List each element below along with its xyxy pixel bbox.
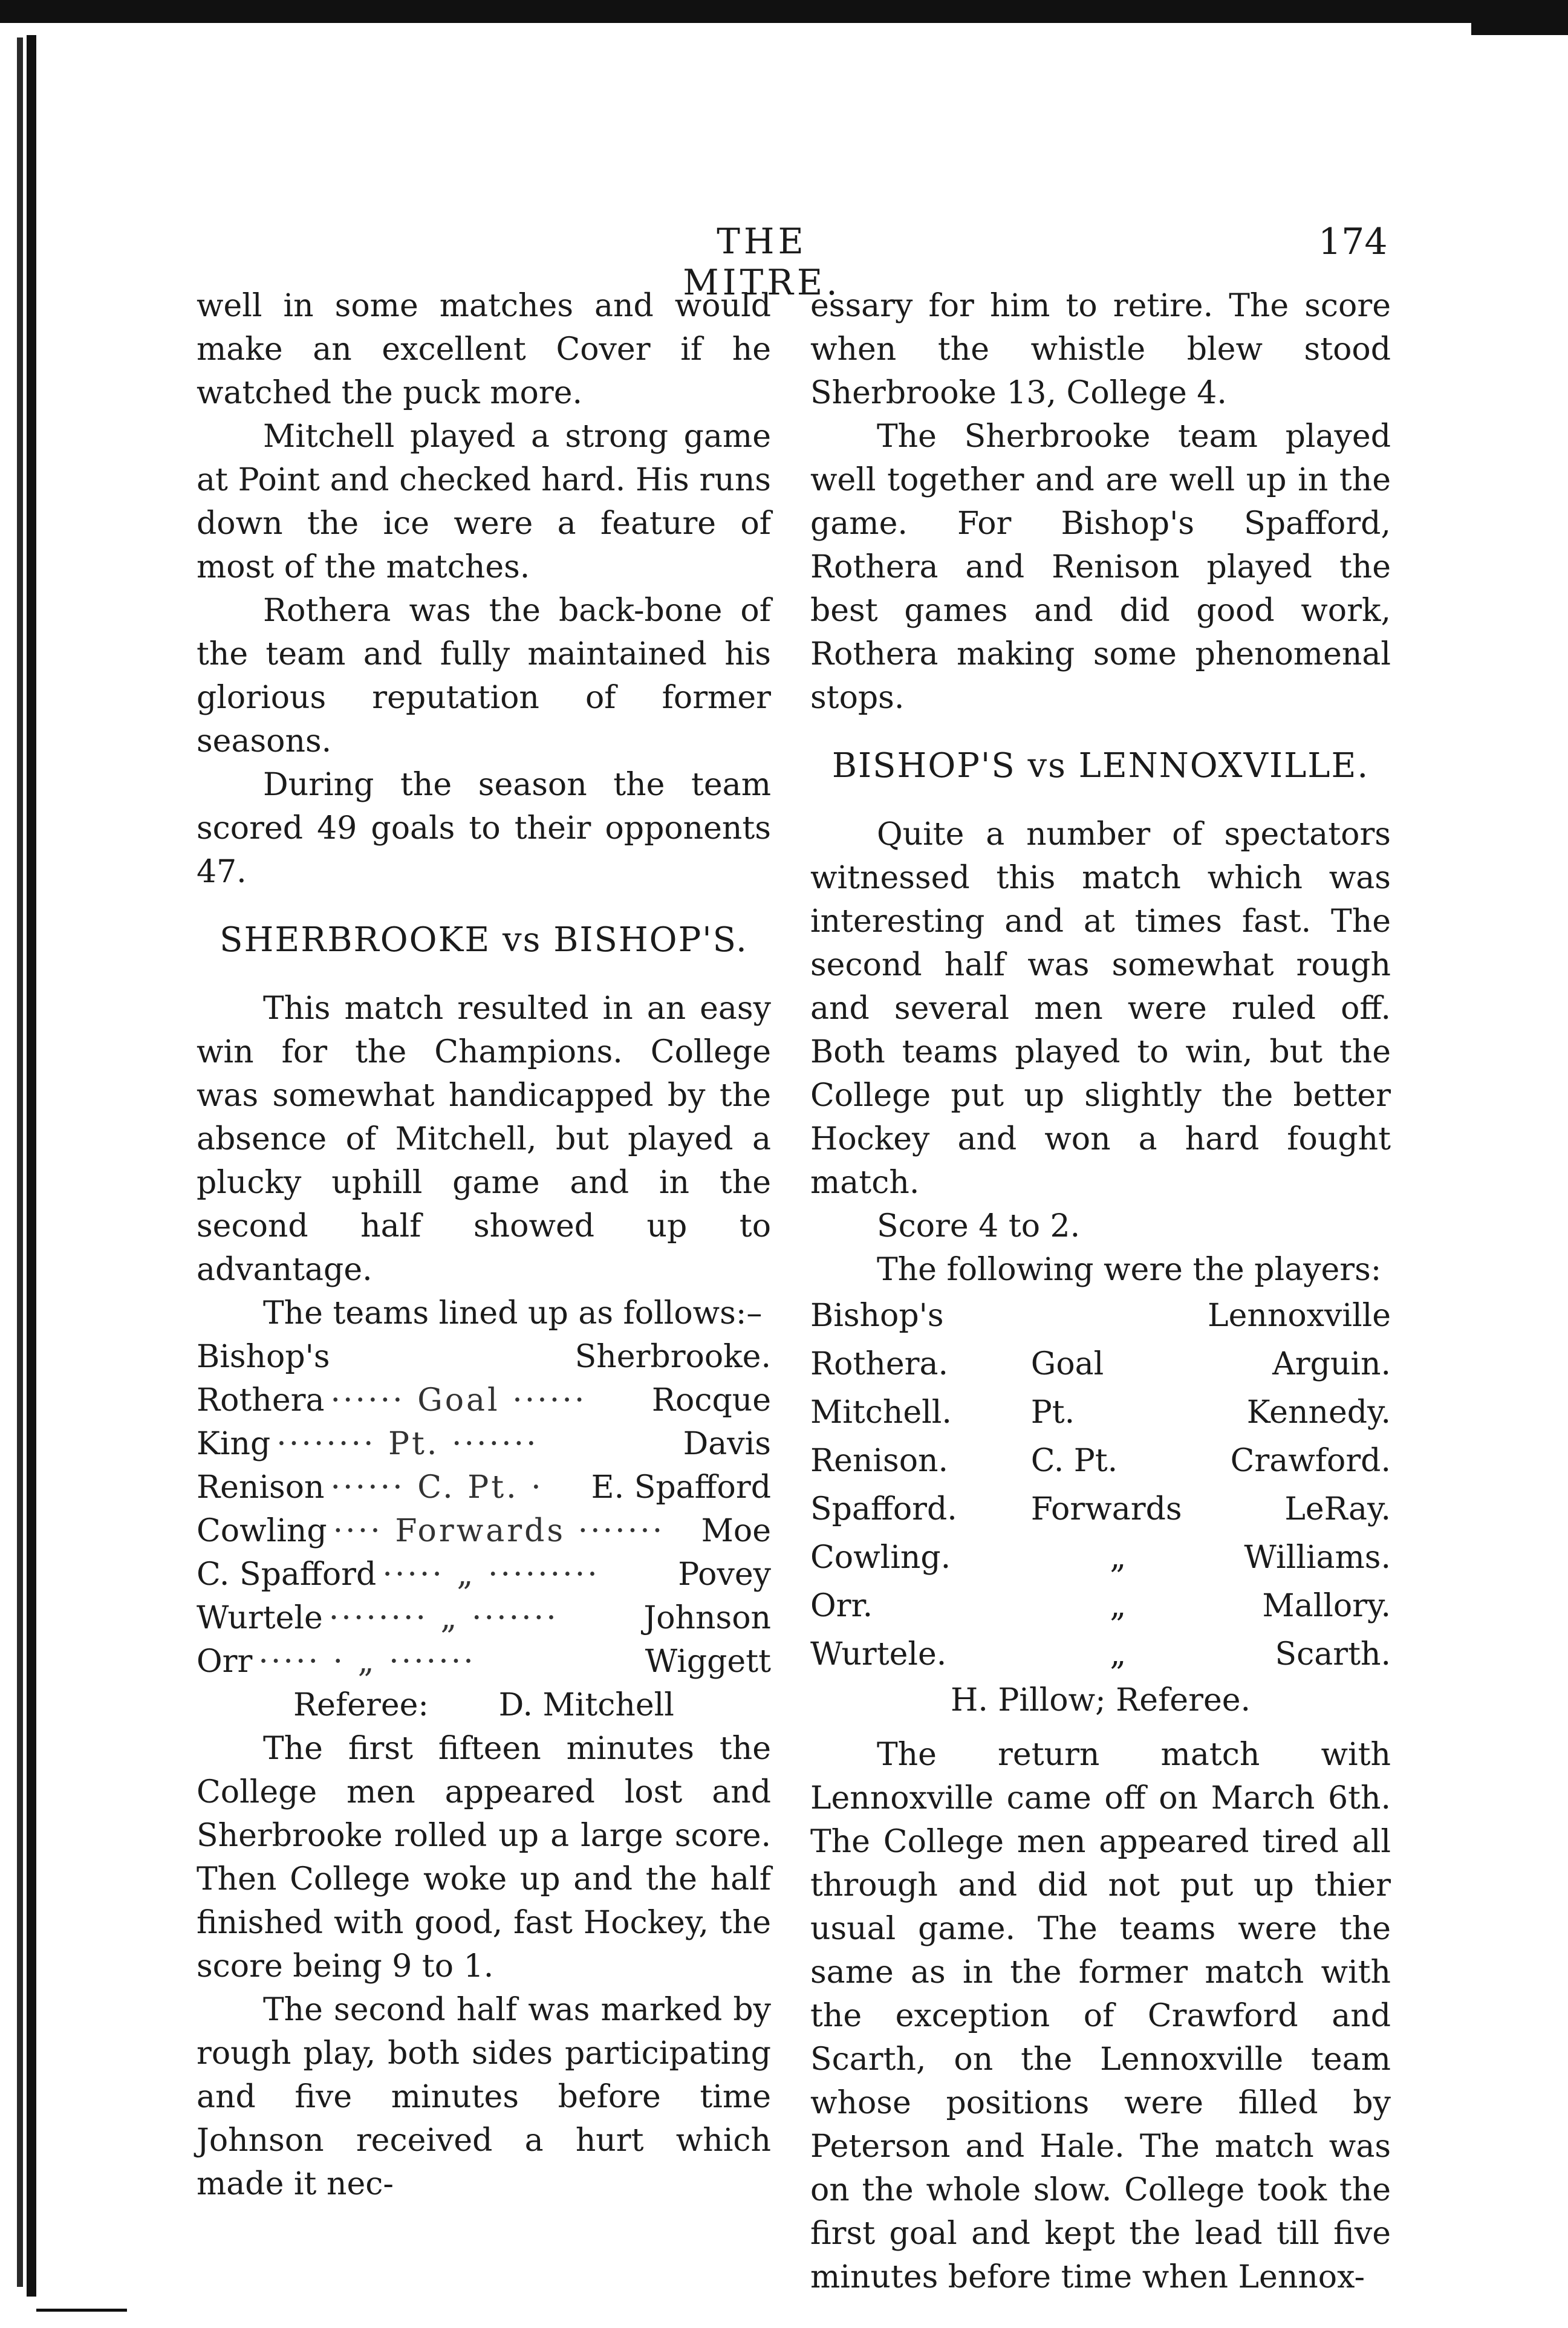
position: Pt.: [1030, 1394, 1075, 1431]
position: ······ Goal ······: [330, 1382, 587, 1419]
lineup-row: [810, 1582, 1391, 1630]
paragraph: Quite a number of spectators witnessed this match which was interesting and at times fast. The second half was somewhat rough and several men were ruled off. Both teams played to win, but the College put up slightly the better Hockey and won a hard fought match.: [810, 816, 1391, 1201]
player-name: Rocque: [651, 1382, 771, 1419]
section-heading: BISHOP'S vs LENNOXVILLE.: [831, 746, 1370, 785]
referee-name: D. Mitchell: [498, 1687, 674, 1723]
lineup-row: [197, 1379, 771, 1422]
player-name: LeRay.: [1284, 1491, 1391, 1527]
position: Forwards: [1030, 1491, 1182, 1527]
scan-border-corner: [1471, 0, 1568, 35]
player-name: Orr: [197, 1644, 253, 1680]
lineup-row: [197, 1509, 771, 1553]
position: „: [1110, 1636, 1127, 1673]
page-number: 174: [1318, 221, 1388, 263]
paragraph: Mitchell played a strong game at Point and checked hard. His runs down the ice were a feature of most of the matches.: [197, 418, 771, 585]
paragraph: essary for him to retire. The score when the whistle blew stood Sherbrooke 13, College 4.: [810, 288, 1391, 411]
player-name: Wurtele.: [810, 1636, 947, 1673]
lineup-row: [197, 1466, 771, 1509]
lineup-header: [810, 1292, 1391, 1340]
paragraph: The following were the players:: [877, 1252, 1382, 1288]
lineup-row: [197, 1596, 771, 1640]
left-column: [197, 284, 771, 2206]
lineup-row: [810, 1340, 1391, 1388]
position: ····· · „ ·······: [258, 1644, 476, 1680]
lineup-row: [810, 1437, 1391, 1485]
position: C. Pt.: [1030, 1443, 1118, 1479]
player-name: Johnson: [643, 1600, 771, 1636]
player-name: E. Spafford: [591, 1469, 771, 1506]
right-column: [810, 284, 1391, 2299]
player-name: Mallory.: [1262, 1588, 1391, 1624]
section-heading: SHERBROOKE vs BISHOP'S.: [220, 920, 748, 960]
player-name: Renison: [197, 1469, 325, 1506]
player-name: Spafford.: [810, 1491, 957, 1527]
lineup-row: [810, 1533, 1391, 1582]
player-name: Kennedy.: [1246, 1394, 1391, 1431]
player-name: Cowling.: [810, 1540, 951, 1576]
paragraph: The first fifteen minutes the College men appeared lost and Sherbrooke rolled up a large score. Then College woke up and the half finished with good, fast Hockey, the score being 9 to 1.: [197, 1731, 771, 1985]
paragraph: The teams lined up as follows:–: [263, 1295, 763, 1331]
player-name: Crawford.: [1230, 1443, 1391, 1479]
player-name: Mitchell.: [810, 1394, 952, 1431]
player-name: Rothera.: [810, 1346, 949, 1382]
lineup-table: [197, 1335, 771, 1727]
player-name: Scarth.: [1275, 1636, 1391, 1673]
lineup-row: [810, 1388, 1391, 1437]
player-name: Wiggett: [645, 1644, 771, 1680]
position: „: [1110, 1540, 1127, 1576]
paragraph: During the season the team scored 49 goals to their opponents 47.: [197, 767, 771, 890]
lineup-table: [810, 1292, 1391, 1679]
player-name: Moe: [701, 1513, 771, 1549]
running-title: THE MITRE.: [683, 221, 841, 303]
scan-border-left-shadow: [17, 37, 23, 2287]
player-name: Renison.: [810, 1443, 949, 1479]
referee-label: Referee:: [293, 1687, 429, 1723]
lineup-row: [197, 1640, 771, 1683]
position: ···· Forwards ·······: [333, 1513, 665, 1549]
paragraph: Rothera was the back-bone of the team and fully maintained his glorious reputation of former seasons.: [197, 593, 771, 759]
paragraph: Score 4 to 2.: [877, 1208, 1081, 1244]
scan-border-top: [0, 0, 1568, 23]
paragraph: The second half was marked by rough play, both sides participating and five minutes before time Johnson received a hurt which made it nec-: [197, 1992, 771, 2202]
player-name: Davis: [683, 1426, 771, 1462]
position: ········ Pt. ·······: [276, 1426, 539, 1462]
paragraph: The return match with Lennoxville came off on March 6th. The College men appeared tired all through and did not put up thier usual game. The teams were the same as in the former match with the exception of Crawford and Scarth, on the Lennoxville team whose positions were filled by Peterson and Hale. The match was on the whole slow. College took the first goal and kept the lead till five minutes before time when Lennox-: [810, 1737, 1391, 2295]
position: ····· „ ·········: [382, 1556, 600, 1593]
team-name: Bishop's: [197, 1339, 330, 1375]
player-name: Wurtele: [197, 1600, 323, 1636]
lineup-row: [810, 1485, 1391, 1533]
team-name: Bishop's: [810, 1298, 944, 1334]
referee-line: H. Pillow; Referee.: [950, 1682, 1251, 1718]
player-name: Cowling: [197, 1513, 327, 1549]
player-name: Orr.: [810, 1588, 873, 1624]
player-name: Arguin.: [1272, 1346, 1391, 1382]
lineup-row: [197, 1553, 771, 1596]
referee-line: [197, 1683, 771, 1727]
position: Goal: [1030, 1346, 1104, 1382]
paragraph: The Sherbrooke team played well together and are well up in the game. For Bishop's Spafford, Rothera and Renison played the best games and did good work, Rothera making some phenomenal stops.: [810, 418, 1391, 716]
position: „: [1110, 1588, 1127, 1624]
scan-border-left: [27, 35, 36, 2297]
player-name: King: [197, 1426, 271, 1462]
player-name: C. Spafford: [197, 1556, 377, 1593]
position: ······ C. Pt. ·: [330, 1469, 544, 1506]
lineup-header: [197, 1335, 771, 1379]
team-name: Lennoxville: [1208, 1298, 1391, 1334]
lineup-row: [197, 1422, 771, 1466]
lineup-row: [810, 1630, 1391, 1679]
player-name: Povey: [678, 1556, 771, 1593]
team-name: Sherbrooke.: [574, 1339, 771, 1375]
paragraph: This match resulted in an easy win for the Champions. College was somewhat handicapped by the absence of Mitchell, but played a plucky uphill game and in the second half showed up to advantage.: [197, 990, 771, 1288]
player-name: Rothera: [197, 1382, 325, 1419]
player-name: Williams.: [1244, 1540, 1391, 1576]
paragraph: well in some matches and would make an excellent Cover if he watched the puck more.: [197, 288, 771, 411]
scan-border-bottom-mark: [36, 2309, 127, 2312]
position: ········ „ ·······: [328, 1600, 559, 1636]
